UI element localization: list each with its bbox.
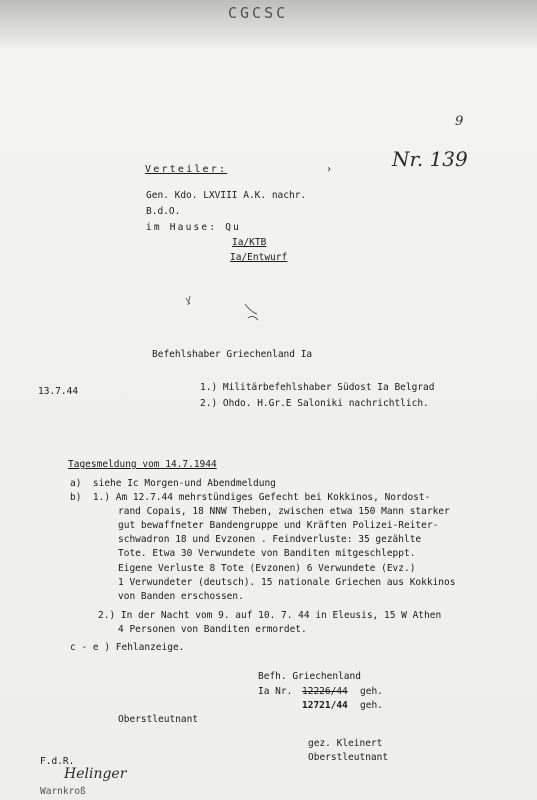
page-number: 9 xyxy=(455,114,464,129)
report-line: von Banden erschossen. xyxy=(118,591,244,602)
classification: geh. xyxy=(360,700,383,711)
report-line: Eigene Verluste 8 Tote (Evzonen) 6 Verwundete (Evz.) xyxy=(118,563,416,574)
report-line: b) 1.) Am 12.7.44 mehrstündiges Gefecht bei Kokkinos, Nordost- xyxy=(70,492,431,503)
report-line: 1 Verwundeter (deutsch). 15 nationale Griechen aus Kokkinos xyxy=(118,577,456,588)
report-title: Tagesmeldung vom 14.7.1944 xyxy=(68,459,217,470)
report-item-a: a) siehe Ic Morgen-und Abendmeldung xyxy=(70,478,276,489)
top-stamp: CGCSC xyxy=(228,4,289,22)
distribution-heading: Verteiler: xyxy=(145,164,228,175)
recipient-line: 1.) Militärbefehlshaber Südost Ia Belgrad xyxy=(200,382,435,393)
distribution-line: Ia/KTB xyxy=(232,237,267,248)
distribution-line: B.d.O. xyxy=(146,206,181,217)
struck-number: 12226/44 xyxy=(302,686,348,697)
distribution-line: Ia/Entwurf xyxy=(230,252,288,263)
sender-title: Befehlshaber Griechenland Ia xyxy=(152,349,313,360)
left-rank: Oberstleutnant xyxy=(118,714,199,725)
report-line: Tote. Etwa 30 Verwundete von Banditen mitgeschleppt. xyxy=(118,548,416,559)
reference-label: Ia Nr. xyxy=(258,686,293,697)
distribution-line: Gen. Kdo. LXVIII A.K. nachr. xyxy=(146,190,307,201)
right-rank: Oberstleutnant xyxy=(308,752,389,763)
report-line: rand Copais, 18 NNW Theben, zwischen etwa 150 Mann starker xyxy=(118,506,450,517)
left-signature: Helinger xyxy=(64,766,127,782)
distribution-line: im Hause: Qu xyxy=(146,222,242,233)
report-line: 4 Personen von Banditen ermordet. xyxy=(118,624,307,635)
reference-number: 12721/44 xyxy=(302,700,348,711)
recipient-line: 2.) Ohdo. H.Gr.E Saloniki nachrichtlich. xyxy=(200,398,429,409)
signed-by: gez. Kleinert xyxy=(308,738,383,749)
office-line: Befh. Griechenland xyxy=(258,671,361,682)
paper-smudge-marks xyxy=(160,290,280,330)
report-line: gut bewaffneter Bandengruppe und Kräften Polizei-Reiter- xyxy=(118,520,439,531)
left-name: Warnkroß xyxy=(40,786,86,797)
margin-mark: › xyxy=(326,164,333,175)
registry-number: Nr. 139 xyxy=(392,147,468,171)
report-item-c-e: c - e ) Fehlanzeige. xyxy=(70,642,185,653)
for-correctness: F.d.R. xyxy=(40,756,75,767)
classification: geh. xyxy=(360,686,383,697)
report-line: schwadron 18 und Evzonen . Feindverluste: 35 gezählte xyxy=(118,534,422,545)
report-line: 2.) In der Nacht vom 9. auf 10. 7. 44 in Eleusis, 15 W Athen xyxy=(98,610,442,621)
document-date: 13.7.44 xyxy=(38,386,79,397)
